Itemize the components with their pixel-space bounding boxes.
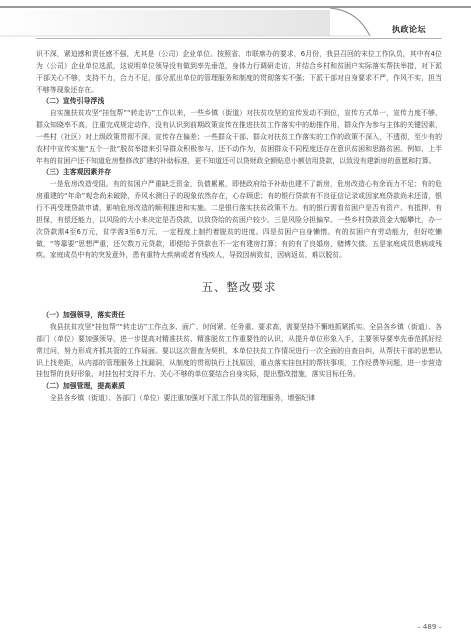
paragraph: 我县扶贫攻坚“挂包帮”“转走访”工作点多、面广、时间紧、任务重、要求高，需要坚持不懈地抓紧抓实。全县各乡镇（街道）、各部门（单位）要加强领导，进一步提高对精准扶贫、精准脱贫工作重要性的认识，从提升单位形象入手，主要领导要率先垂范抓好经常过问，努力形成齐抓共管的工作局面。要以这次督查为契机，本单位扶贫工作情况进行一次全面的自查自纠，从帮扶干部的思想认识上找差距，从内部的管理服务上找漏洞，从制度的贯彻执行上找原因，重点落实挂包村的帮扶事项，工作经费等问题，进一步营造挂包帮的良好形象，对挂包村支持不力、关心不够的单位要结合自身实际，提出整改措施，落实目标任务。 — [36, 323, 442, 379]
page-number: – 489 – — [417, 623, 442, 631]
paragraph: 识不深，紧迫感和责任感不强，尤其是（公司）企业单位。按照省、市联席办的要求，6月份，我县召回的末位工作队员，其中有4位为（公司）企业单位选派，这说明单位领导没有做到率先垂范，身体力行调研走访，并结合乡村和贫困户实际落实帮扶举措，对下派干部关心不够，支持不力，合力不足，部分派出单位的管理服务和制度的贯彻落实不强；下派干部对自身要求不严，作风不实，担当不够等现象还存在。 — [36, 50, 442, 94]
subheading: （二）加强管理，提高素质 — [42, 382, 125, 391]
body-text — [36, 49, 442, 405]
subheading: （二）宣传引导浮浅 — [42, 97, 105, 106]
paragraph: 一是危房改造受阻。有的贫困户严重缺乏资金，负债累累，即使政府给予补助也建不了新房，危房改造心有余而力不足；有的危房重建的“年命”观念尚未破除，乔风水测日子的现象依然存在，心存顾虑；有的银行贷款有不良征信记录或因家庭贷款尚未还清，银行不再受理贷款申请，影响危房改造的顺利推进和实施。二是银行落实扶贫政策不力。有的银行需看贫困户是否有资产、有抵押、有担保，有偿还能力，以风险的大小来决定是否贷款，以致贷给的贫困户较少。三是风险分担偏窄。一些乡村贷款资金大幅攀比，办一次贷款需4至6万元，贫学需3至6万元，一定程度上制约着脱贫的进度。四是贫困户自身懒惰。有的贫困户有劳动能力，但好吃懒做，“等靠要”思想严重，还欠数万元贷款，即便给予贷款也不一定有建房打算；有的有了良婚房，赌博欠债。五是家庭成员患病或残疾。家庭成员中有的突发意外，患有重特大疾病或者有残疾人，导致因病致贫，因病返贫，难以脱贫。 — [36, 180, 442, 260]
paragraph: 自实施扶贫攻坚“挂包帮”“转走访”工作以来，一些乡镇（街道）对扶贫攻坚的宣传发动不到位，宣传方式单一，宣传力度不够，群众知晓率不高，注重完成规定动作，没有认识到前期政策宣传在推进扶贫工作落实中的助推作用，群众作为参与主体的关键因素，一些村（社区）对上级政策贯彻不深，宣传存在偏差；一些群众干部、群众对扶贫工作落实的工作的政策不深入，不透彻，至少有的农村中宣传实施“五个一批”脱贫举措来引导群众积极参与，还不动作为，贫困群众不同程度还存在意识贫困和思路贫困。例如，上半年有的贫困户还不知道危房整修改扩建的补助标准，更不知道还可以贷财政全额贴息小额信用贷款，以致没有建新房的意愿和打算。 — [36, 109, 442, 165]
running-header-label: 执政论坛 — [392, 25, 426, 34]
header-rule — [36, 38, 442, 39]
subheading: （三）主客观因素并存 — [42, 168, 112, 177]
section-title: 五、整改要求 — [201, 280, 277, 295]
paragraph: 全县各乡镇（街道）、各部门（单位）要注重加强对下派工作队员的管理服务，增强纪律 — [49, 394, 316, 403]
subheading: （一）加强领导，落实责任 — [42, 311, 125, 320]
